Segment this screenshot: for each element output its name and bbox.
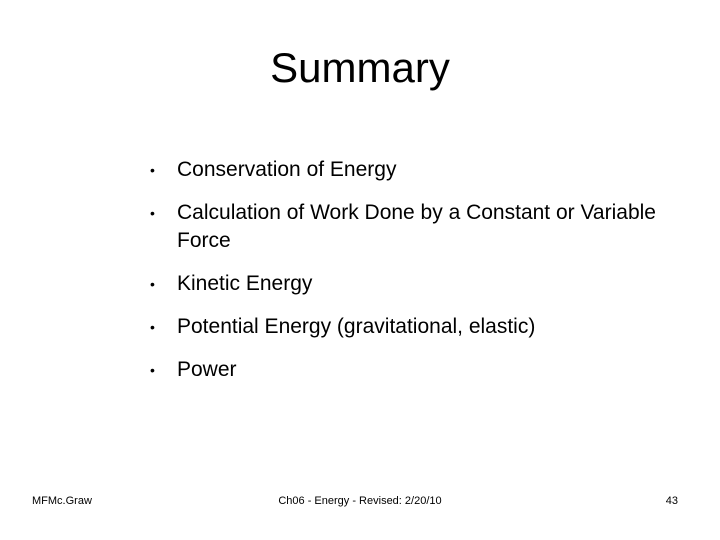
bullet-text: Potential Energy (gravitational, elastic) [177,315,536,338]
bullet-item [150,356,670,384]
bullet-icon: • [150,276,155,292]
footer-chapter: Ch06 - Energy - Revised: 2/20/10 [278,495,442,507]
bullet-text: Power [177,358,237,381]
bullet-icon: • [150,162,155,178]
bullet-icon: • [150,319,155,335]
bullet-text: Conservation of Energy [177,158,397,181]
bullet-item [150,270,670,298]
footer-author: MFMc.Graw [32,495,92,507]
bullet-icon: • [150,362,155,378]
slide-title: Summary [270,44,450,91]
bullet-item [150,313,670,341]
bullet-item [150,199,670,255]
bullet-icon: • [150,205,155,221]
bullet-list [150,156,670,399]
bullet-item [150,156,670,184]
bullet-text: Kinetic Energy [177,272,313,295]
bullet-text: Calculation of Work Done by a Constant or Variable Force [177,201,656,252]
footer-page-number: 43 [665,495,678,507]
